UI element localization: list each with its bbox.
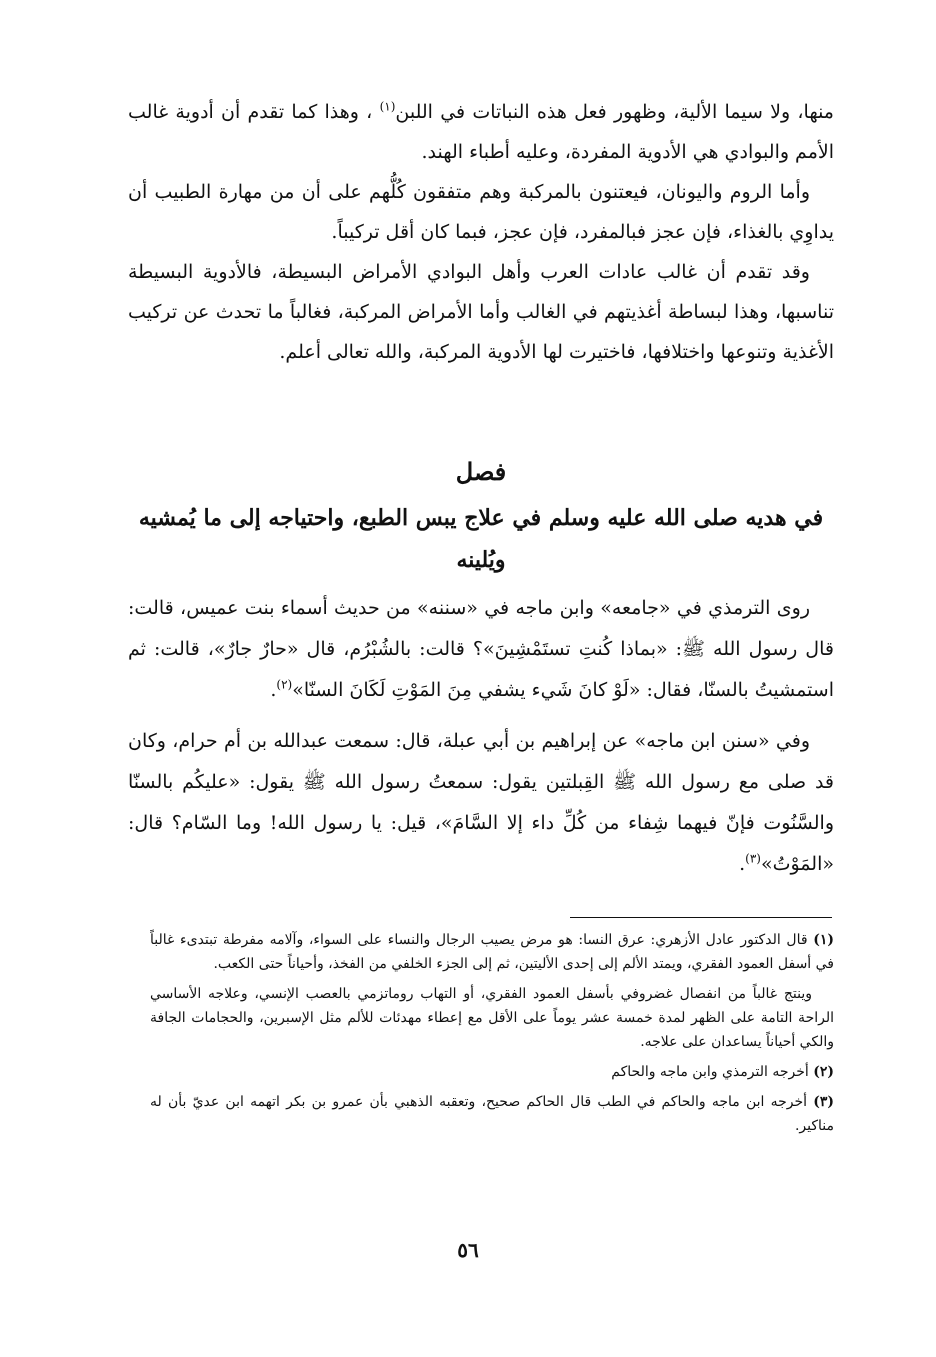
hadith-1-text: روى الترمذي في «جامعه» وابن ماجه في «سننه» من حديث أسماء بنت عميس، قالت: قال رسول الله ﷺ: «بماذا كُنتِ تستَمْشِينَ»؟ قالت: بالشُبْرُم، قال «حارٌ جارٌ»، قالت: ثم استمشيتُ بالسنّا، فقال: «لَوْ كانَ شَيء يشفي مِنَ المَوْتِ لَكَانَ السنّا»	[128, 597, 834, 701]
paragraph-1-rest: ، وهذا كما تقدم أن أدوية غالب الأمم والبوادي هي الأدوية المفردة، وعليه أطباء الهند.	[128, 101, 834, 163]
footnote-1-text: قال الدكتور عادل الأزهري: عرق النسا: هو مرض يصيب الرجال والنساء على السواء، وآلامه مفرطة تبتدىء غالباً في أسفل العمود الفقري، ويمتد الألم إلى إحدى الأليتين، ثم إلى الجزء الخلفي من الفخذ، وأحياناً حتى الكعب.	[150, 932, 834, 972]
paragraph-3: وقد تقدم أن غالب عادات العرب وأهل البوادي الأمراض البسيطة، فالأدوية البسيطة تناسبها، وهذا لبساطة أغذيتهم في الغالب وأما الأمراض المركبة، فغالباً ما تحدث عن تركيب الأغذية وتنوعها واختلافها، فاختيرت لها الأدوية المركبة، والله تعالى أعلم.	[128, 261, 834, 363]
footnote-1-number: (١)	[813, 932, 835, 948]
hadith-1-end: .	[270, 679, 277, 701]
footnote-3-text: أخرجه ابن ماجه والحاكم في الطب قال الحاكم صحيح، وتعقبه الذهبي بأن عمرو بن بكر اتهمه ابن عديّ بأن له مناكير.	[150, 1094, 834, 1134]
footnote-2	[150, 1060, 834, 1084]
top-paragraphs	[128, 92, 834, 372]
footnote-ref-3: (٣)	[745, 851, 761, 866]
hadith-2-text: وفي «سنن ابن ماجه» عن إبراهيم بن أبي عبلة، قال: سمعت عبدالله بن أم حرام، وكان قد صلى مع رسول الله ﷺ القِبلتين يقول: سمعتُ رسول الله ﷺ يقول: «عليكُم بالسنّا والسَّنُوت فإنّ فيهما شِفاء من كُلِّ داء إلا السَّامَ»، قيل: يا رسول الله! وما السّام؟ قال: «المَوْتُ»	[128, 730, 834, 875]
hadith-2-end: .	[739, 853, 746, 875]
footnote-3-number: (٣)	[813, 1094, 834, 1110]
footnote-divider	[570, 917, 832, 918]
footnote-ref-2: (٢)	[276, 677, 293, 692]
chapter-title: في هديه صلى الله عليه وسلم في علاج يبس الطبع، واحتياجه إلى ما يُمشيه ويُلينه	[138, 505, 824, 573]
page-number: ٥٦	[457, 1238, 479, 1262]
footnote-1	[150, 928, 834, 976]
hadith-paragraph-2	[128, 721, 834, 885]
footnote-2-text: أخرجه الترمذي وابن ماجه والحاكم	[611, 1064, 809, 1080]
paragraph-1	[128, 92, 834, 172]
footnote-2-number: (٢)	[813, 1064, 834, 1080]
hadith-paragraph-1	[128, 588, 834, 711]
paragraph-1-text: منها، ولا سيما الألية، وظهور فعل هذه النباتات في اللبن	[395, 101, 834, 123]
footnote-ref-1: (١)	[379, 99, 396, 114]
footnote-3	[150, 1090, 834, 1138]
body-paragraphs	[128, 588, 834, 885]
footnotes	[150, 928, 834, 1144]
paragraph-2: وأما الروم واليونان، فيعتنون بالمركبة وهم متفقون كُلُّهم على أن من مهارة الطبيب أن يداوِي بالغذاء، فإن عجز فبالمفرد، فإن عجز، فبما كان أقل تركيباً.	[128, 181, 834, 243]
section-heading: فصل	[455, 457, 507, 486]
footnote-1-continuation: وينتج غالباً من انفصال غضروفي بأسفل العمود الفقري، أو التهاب روماتزمي بالعصب الإنسي، وعلاجه الأساسي الراحة التامة على الظهر لمدة خمسة عشر يوماً على الأقل مع إعطاء مهدئات للألم مثل الإسبرين، والحجامات الجافة والكي أحياناً يساعدان على علاجه.	[150, 986, 834, 1050]
